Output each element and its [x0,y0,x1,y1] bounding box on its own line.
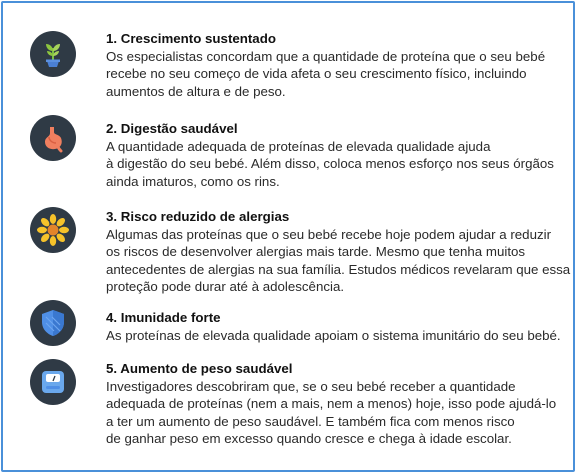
benefit-text [106,360,566,448]
scale-icon [30,359,76,405]
benefit-line: à digestão do seu bebé. Além disso, coloca menos esforço nos seus órgãos [106,156,554,171]
benefit-line: Os especialistas concordam que a quantidade de proteína que o seu bebé [106,48,546,64]
benefit-line: adequada de proteínas (nem a mais, nem a menos) hoje, isso pode ajudá-lo [106,396,557,411]
benefit-line: os riscos de desenvolver alergias mais tarde. Mesmo que tenha muitos [106,244,526,259]
benefit-line: Algumas das proteínas que o seu bebé recebe hoje podem ajudar a reduzir [106,226,551,242]
benefit-line: aumentos de altura e de peso. [106,83,286,99]
benefit-line: antecedentes de alergias na sua família. Estudos médicos revelaram que essa [106,261,571,277]
benefit-line: de ganhar peso em excesso quando cresce e chega à idade escolar. [106,431,512,446]
benefit-text [106,208,571,296]
benefit-line: a ter um aumento de peso saudável. E também fica com menos risco [106,413,515,429]
benefit-line: As proteínas de elevada qualidade apoiam o sistema imunitário do seu bebé. [106,327,561,343]
benefit-text [106,309,566,344]
benefit-line: Investigadores descobriram que, se o seu bebé receber a quantidade [106,378,516,394]
benefit-line: proteção pode durar até à adolescência. [106,279,345,294]
benefit-title: 2. Digestão saudável [106,121,238,136]
benefit-title: 4. Imunidade forte [106,310,221,325]
benefit-title: 1. Crescimento sustentado [106,31,276,46]
plant-icon [30,31,76,77]
benefits-panel [1,1,575,472]
flower-icon [30,207,76,253]
benefit-text [106,120,566,190]
benefit-title: 5. Aumento de peso saudável [106,361,293,376]
benefit-text [106,30,566,100]
stomach-icon [30,115,76,161]
benefit-line: ainda imaturos, como os rins. [106,173,280,189]
benefit-title: 3. Risco reduzido de alergias [106,209,290,224]
shield-icon [30,300,76,346]
benefit-line: A quantidade adequada de proteínas de elevada qualidade ajuda [106,138,491,154]
benefit-line: recebe no seu começo de vida afeta o seu crescimento físico, incluindo [106,66,527,81]
